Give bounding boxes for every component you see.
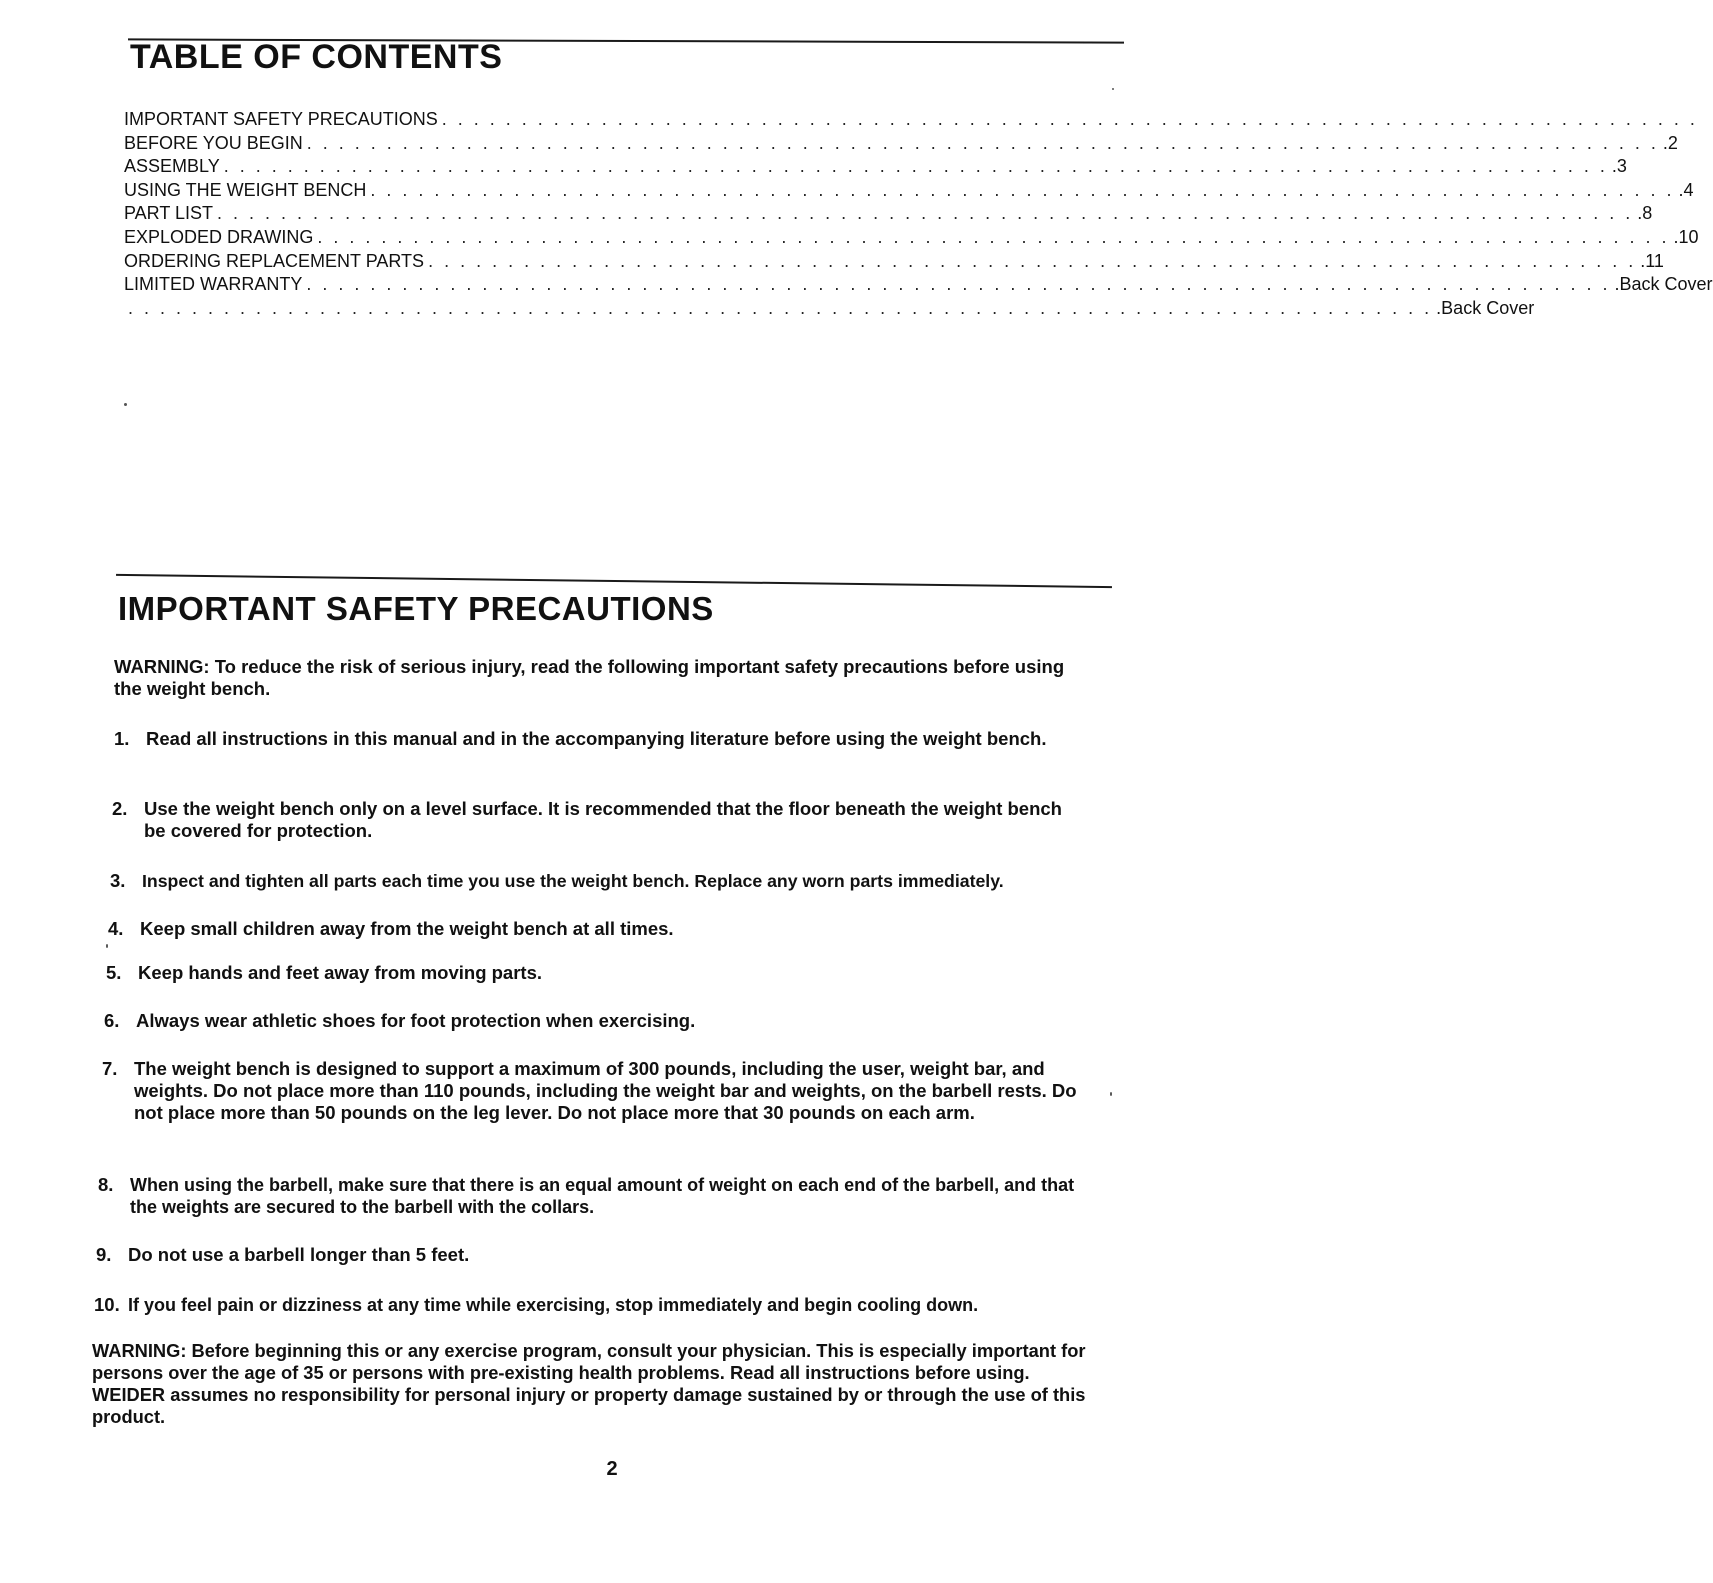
toc-entry-label: IMPORTANT SAFETY PRECAUTIONS [124,109,438,129]
toc-entry-label: ORDERING REPLACEMENT PARTS [124,250,425,271]
safety-item-text: Read all instructions in this manual and in the accompanying literature before using the weight bench. [146,728,1047,749]
toc-entry-page: .4 [1678,179,1694,200]
safety-warning-intro: WARNING: To reduce the risk of serious injury, read the following important safety precautions before using the weight bench. [114,656,1065,699]
toc-entry [124,132,1678,156]
toc-heading: TABLE OF CONTENTS [130,38,503,76]
page-number: 2 [606,1458,618,1480]
toc-leader-dots: . . . . . . . . . . . . . . . . . . . . . . . . . . . . . . . . . . . . . . . . . . . . . . . . . . . . . . . . . . . . . . . . . . . . . . . . . . . . . . . . . . [370,179,1675,200]
safety-item-number: 6. [104,1010,120,1031]
scan-speck [106,944,108,948]
toc-leader-dots: . . . . . . . . . . . . . . . . . . . . . . . . . . . . . . . . . . . . . . . . . . . . . . . . . . . . . . . . . . . . . . . . . . . . . . . . . . . . . . . . . . [306,274,1611,295]
scan-speck [1112,88,1114,90]
safety-item-number: 4. [108,918,124,939]
toc-leader-dots: . . . . . . . . . . . . . . . . . . . . . . . . . . . . . . . . . . . . . . . . . . . . . . . . . . . . . . . . . . . . . . . . . . . . . . . . . . . . . . . . . . . . . [317,226,1670,247]
safety-item-text: When using the barbell, make sure that there is an equal amount of weight on each end of the barbell, and that the weights are secured to the barbell with the collars. [130,1175,1075,1217]
safety-item-number: 7. [102,1058,118,1079]
safety-item-text: Always wear athletic shoes for foot protection when exercising. [136,1010,696,1031]
safety-item-number: 1. [114,728,130,749]
safety-item-text: Do not use a barbell longer than 5 feet. [128,1244,470,1265]
safety-item-text: Use the weight bench only on a level surface. It is recommended that the floor beneath the weight bench be covered for protection. [144,798,1062,841]
toc-entry [124,297,1535,321]
toc-entry-page: .3 [1611,156,1627,177]
toc-entry [124,202,1653,226]
toc-entry [124,273,1713,297]
safety-item-text: Keep hands and feet away from moving parts. [138,962,543,983]
safety-item-number: 9. [96,1244,112,1265]
safety-item-text: Keep small children away from the weight bench at all times. [140,918,674,939]
toc-leader-dots: . . . . . . . . . . . . . . . . . . . . . . . . . . . . . . . . . . . . . . . . . . . . . . . . . . . . . . . . . . . . . . . . . . . . . . . . . . . . . . . [441,109,1698,129]
scan-speck [1110,1092,1112,1096]
toc-entry-page: .8 [1637,203,1653,224]
safety-item-number: 10. [94,1294,120,1315]
toc-leader-dots: . . . . . . . . . . . . . . . . . . . . . . . . . . . . . . . . . . . . . . . . . . . . . . . . . . . . . . . . . . . . . . . . . . . . . . . . . . . . . . . . . . . . . . . . . [217,203,1634,224]
toc-entry [124,155,1627,179]
toc-entry-page: .10 [1673,226,1699,247]
toc-entry [124,226,1699,250]
toc-list [124,108,1713,320]
toc-entry-page: .11 [1640,250,1664,271]
toc-entry-label: PART LIST [124,203,214,224]
scan-speck [124,403,127,406]
safety-item-number: 2. [112,798,128,819]
toc-entry-label: ASSEMBLY [124,156,220,177]
toc-entry-page: .Back Cover [1614,274,1713,295]
toc-leader-dots: . . . . . . . . . . . . . . . . . . . . . . . . . . . . . . . . . . . . . . . . . . . . . . . . . . . . . . . . . . . . . . . . . . . . . . . . . . . . [428,250,1637,271]
safety-top-rule [116,574,1112,588]
safety-item-number: 8. [98,1174,114,1195]
toc-entry-label: USING THE WEIGHT BENCH [124,179,367,200]
toc-entry [124,250,1664,274]
toc-entry-page: .2 [1662,132,1678,153]
toc-entry-page: .Back Cover [1436,297,1535,318]
safety-item-text: Inspect and tighten all parts each time you use the weight bench. Replace any worn parts immediately. [142,871,1004,891]
safety-warning-closing: WARNING: Before beginning this or any exercise program, consult your physician. This is especially important for persons over the age of 35 or persons with pre-existing health problems. Read all instructions before using. WEIDER assumes no responsibility for personal injury or property damage sustained by or through the use of this product. [92,1340,1086,1427]
safety-item-number: 3. [110,870,126,891]
safety-heading: IMPORTANT SAFETY PRECAUTIONS [118,590,714,627]
toc-entry-label: EXPLODED DRAWING [124,226,314,247]
toc-entry-label: BEFORE YOU BEGIN [124,132,303,153]
toc-leader-dots: . . . . . . . . . . . . . . . . . . . . . . . . . . . . . . . . . . . . . . . . . . . . . . . . . . . . . . . . . . . . . . . . . . . . . . . . . . . . . . . . . . . . . . . [223,156,1608,177]
toc-entry [124,179,1694,203]
toc-leader-dots: . . . . . . . . . . . . . . . . . . . . . . . . . . . . . . . . . . . . . . . . . . . . . . . . . . . . . . . . . . . . . . . . . . . . . . . . . . . . . . . . . . [128,297,1433,318]
toc-entry-label: LIMITED WARRANTY [124,274,303,295]
safety-item-number: 5. [106,962,122,983]
safety-item-text: If you feel pain or dizziness at any time while exercising, stop immediately and begin cooling down. [128,1295,979,1315]
toc-entry [124,108,1698,132]
toc-leader-dots: . . . . . . . . . . . . . . . . . . . . . . . . . . . . . . . . . . . . . . . . . . . . . . . . . . . . . . . . . . . . . . . . . . . . . . . . . . . . . . . . . . . . . [306,132,1659,153]
safety-item-text: The weight bench is designed to support a maximum of 300 pounds, including the user, weight bar, and weights. Do not place more than 110 pounds, including the weight bar and weights, on the barbell rests. Do not place more than 50 pounds on the leg lever. Do not place more that 30 pounds on each arm. [134,1058,1077,1123]
